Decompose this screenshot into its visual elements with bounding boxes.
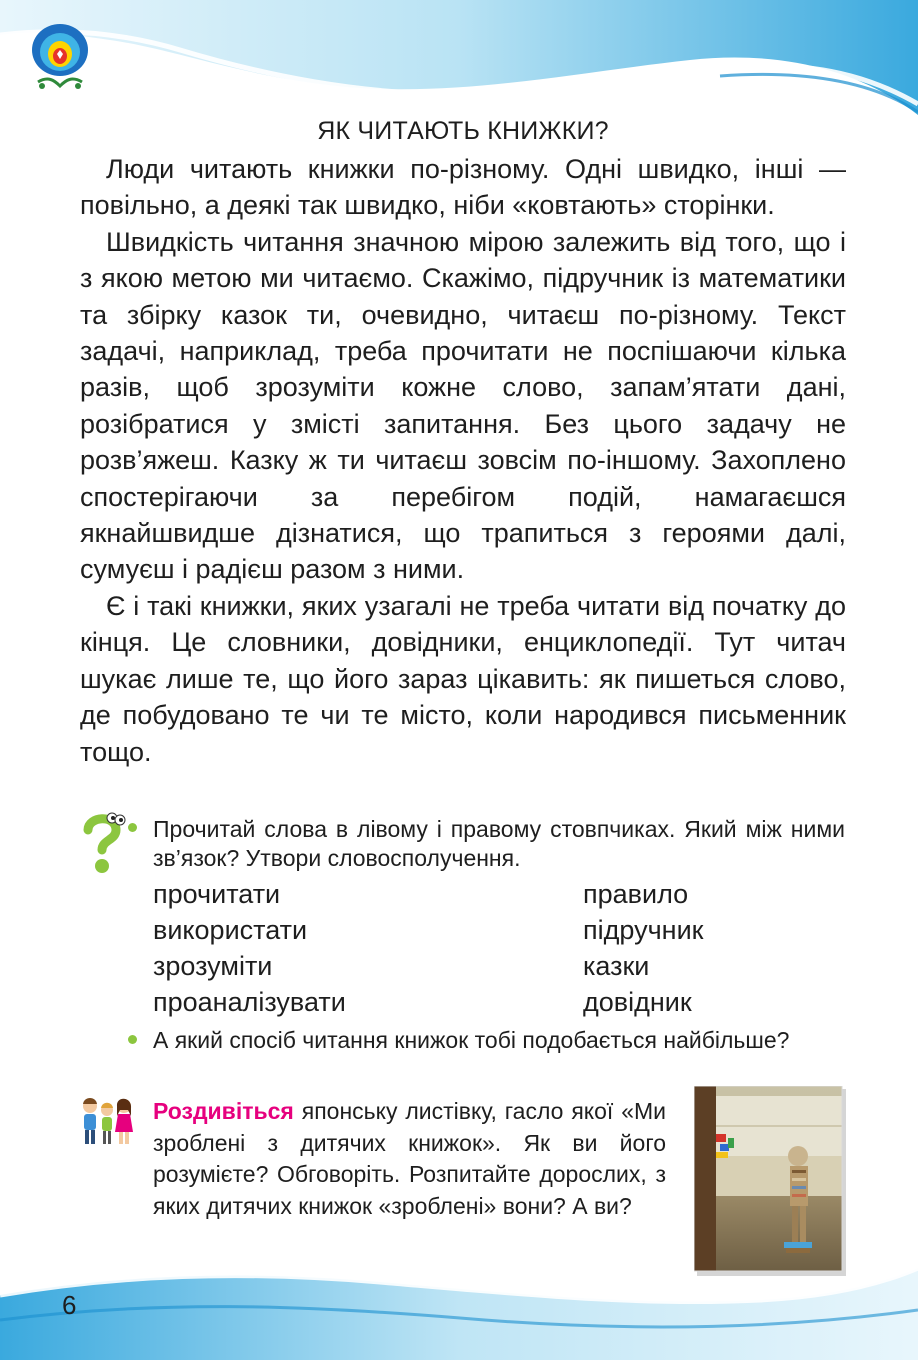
discussion-text: японську листівку, гасло якої «Ми зроблені з дитячих книжок». Як ви його розумієте? Обговоріть. Розпитайте дорослих, з яких дитячих книжок «зроблені» вони? А ви?: [153, 1098, 666, 1219]
page-title: ЯК ЧИТАЮТЬ КНИЖКИ?: [317, 117, 609, 145]
word-left: зрозуміти: [153, 951, 273, 981]
page-number: 6: [62, 1290, 77, 1320]
word-left: використати: [153, 915, 308, 945]
main-text: [80, 151, 846, 770]
word-row: [153, 912, 853, 948]
word-left: проаналізувати: [153, 987, 346, 1017]
bullet-marker: [126, 820, 140, 834]
japanese-postcard-image: [694, 1086, 846, 1276]
word-right: казки: [583, 951, 650, 981]
word-row: [153, 876, 853, 912]
bullet-marker: [126, 1032, 140, 1046]
highlight-word: Роздивіться: [153, 1098, 294, 1124]
word-row: [153, 948, 853, 984]
paragraph: Люди читають книжки по-різному. Одні швидко, інші — повільно, а деякі так швидко, ніби «ковтають» сторінки.: [80, 154, 846, 221]
paragraph: Є і такі книжки, яких узагалі не треба читати від початку до кінця. Це словники, довідники, енциклопедії. Тут читач шукає лише те, що його зараз цікавить: як пишеться слово, де побудовано те чи те місто, коли народився письменник тощо.: [80, 590, 846, 767]
folk-flower-icon: [28, 20, 92, 96]
word-left: прочитати: [153, 879, 281, 909]
paragraph: Швидкість читання значною мірою залежить від того, що і з якою метою ми читаємо. Скажімо, підручник із математики та збірку казок ти, очевидно, читаєш по-різному. Текст задачі, наприклад, треба прочитати не поспішаючи кілька разів, щоб зрозуміти кожне слово, запам’ятати дані, розібратися у змісті запитання. Без цього задачу не розв’яжеш. Казку ж ти читаєш зовсім по-іншому. Захоплено спостерігаючи за перебігом подій, намагаєшся якнайшвидше дізнатися, що трапиться з героями далі, сумуєш і радієш разом з ними.: [80, 226, 846, 585]
task-question: А який спосіб читання книжок тобі подобається найбільше?: [153, 1027, 790, 1053]
discussion-task: [153, 1096, 666, 1222]
word-right: довідник: [583, 987, 692, 1017]
word-columns: [153, 876, 853, 1020]
task-instruction: Прочитай слова в лівому і правому стовпчиках. Який між ними зв’язок? Утвори словосполучення.: [153, 816, 845, 871]
word-row: [153, 984, 853, 1020]
word-right: підручник: [583, 915, 704, 945]
children-group-icon: [76, 1092, 138, 1150]
question-caterpillar-icon: [72, 808, 128, 878]
word-right: правило: [583, 879, 689, 909]
